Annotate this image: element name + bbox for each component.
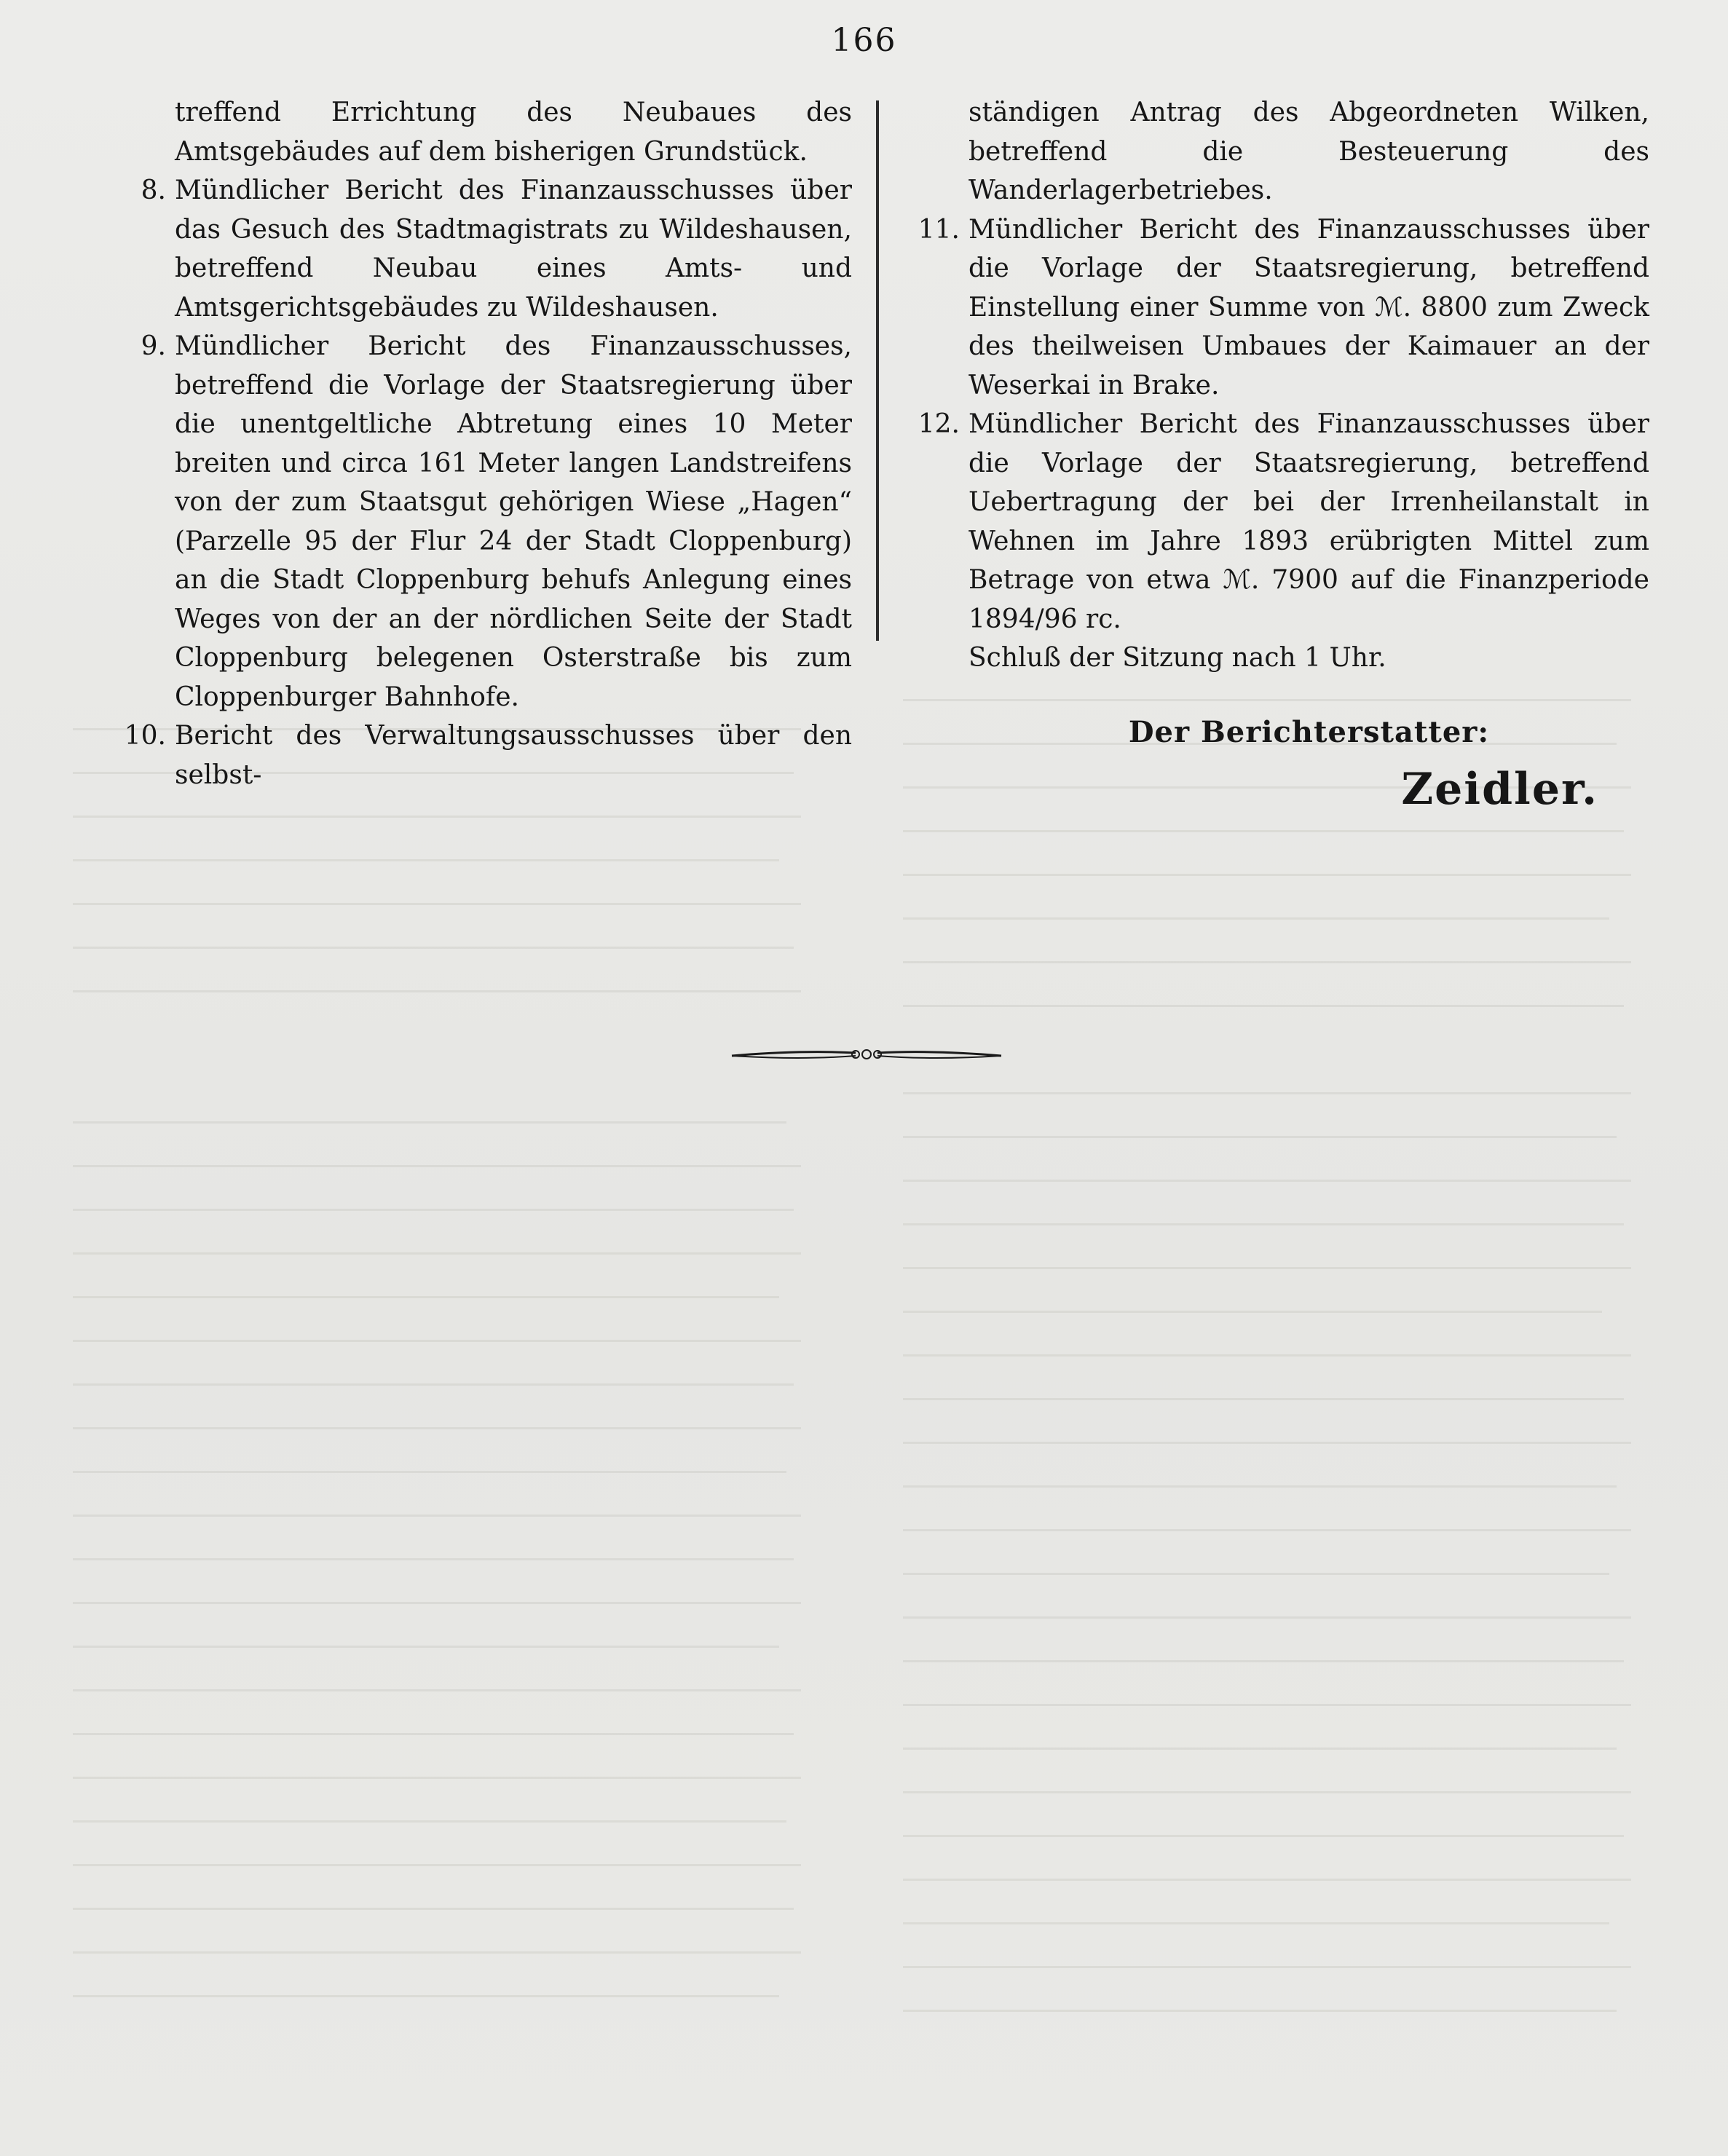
agenda-item-number: 9.: [141, 331, 166, 361]
column-divider: [876, 100, 879, 641]
closing-line: Schluß der Sitzung nach 1 Uhr.: [968, 643, 1386, 673]
agenda-item-continuation: [175, 93, 852, 171]
page-number: 166: [831, 22, 897, 59]
agenda-item-9: [141, 327, 852, 716]
agenda-item-text: treffend Errichtung des Neubaues des Amtsgebäudes auf dem bisherigen Grundstück.: [175, 98, 852, 167]
agenda-item-text: Mündlicher Bericht des Finanzausschusses über das Gesuch des Stadtmagistrats zu Wildeshausen, betreffend Neubau eines Amts- und Amtsgerichtsgebäudes zu Wildeshausen.: [175, 175, 852, 323]
agenda-item-number: 10.: [124, 721, 166, 751]
agenda-item-text: Mündlicher Bericht des Finanzausschusses, betreffend die Vorlage der Staatsregierung über die unentgeltliche Abtretung eines 10 Meter breiten und circa 161 Meter langen Landstreifens von der zum Staatsgut gehörigen Wiese „Hagen“ (Parzelle 95 der Flur 24 der Stadt Cloppenburg) an die Stadt Cloppenburg behufs Anlegung eines Weges von der an der nördlichen Seite der Stadt Cloppenburg belegenen Osterstraße bis zum Cloppenburger Bahnhofe.: [175, 331, 852, 712]
agenda-item-number: 11.: [918, 214, 960, 245]
right-column: [918, 93, 1649, 815]
agenda-item-12: [918, 405, 1649, 639]
signature-name: Zeidler.: [1401, 764, 1598, 815]
agenda-item-text: ständigen Antrag des Abgeordneten Wilken, betreffend die Besteuerung des Wanderlagerbetriebes.: [968, 98, 1649, 205]
agenda-item-10: [124, 716, 852, 794]
end-ornament: [728, 1040, 1005, 1069]
signature-label: Der Berichterstatter:: [1128, 714, 1490, 749]
left-column: [124, 93, 852, 794]
agenda-item-continuation: [968, 93, 1649, 210]
agenda-item-text: Mündlicher Bericht des Finanzausschusses über die Vorlage der Staatsregierung, betreffend Uebertragung der bei der Irrenheilanstalt in Wehnen im Jahre 1893 erübrigten Mittel zum Betrage von etwa ℳ. 7900 auf die Finanzperiode 1894/96 rc.: [968, 409, 1649, 634]
agenda-item-11: [918, 210, 1649, 406]
agenda-item-number: 12.: [918, 409, 960, 439]
agenda-item-text: Mündlicher Bericht des Finanzausschusses über die Vorlage der Staatsregierung, betreffend Einstellung einer Summe von ℳ. 8800 zum Zweck des theilweisen Umbaues der Kaimauer an der Weserkai in Brake.: [968, 214, 1649, 400]
agenda-item-8: [141, 171, 852, 327]
agenda-item-text: Bericht des Verwaltungsausschusses über den selbst-: [175, 721, 852, 790]
agenda-item-number: 8.: [141, 175, 166, 205]
